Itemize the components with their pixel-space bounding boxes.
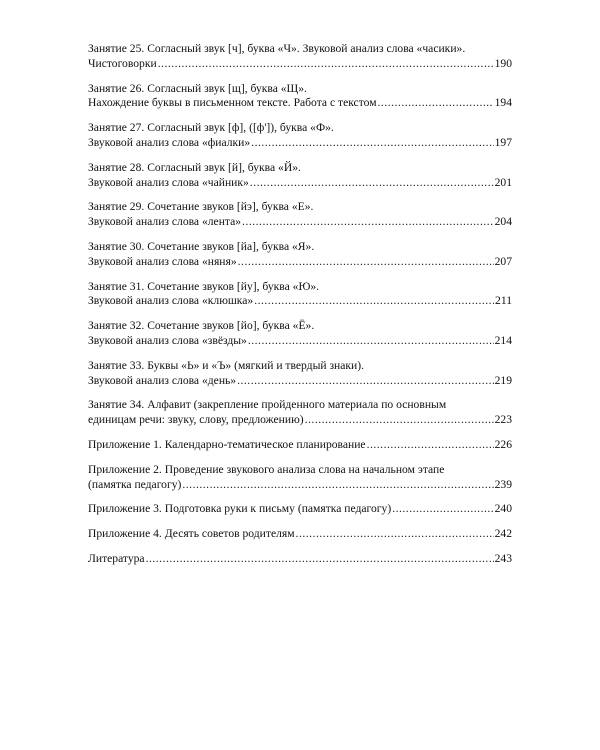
toc-entry-leader-line (88, 176, 512, 191)
toc-entry-leader-line (88, 215, 512, 230)
toc-entry-leader-line (88, 552, 512, 567)
toc-entry-title-line1: Занятие 28. Согласный звук [й], буква «Й». (88, 160, 301, 174)
dot-leader (242, 215, 494, 230)
dot-leader (146, 552, 494, 567)
toc-entry-title-line2: Звуковой анализ слова «чайник» (88, 175, 249, 189)
toc-entry (88, 438, 512, 453)
toc-entry-page-number: 201 (494, 175, 512, 189)
dot-leader (158, 57, 494, 72)
toc-entry-leader-line (88, 96, 512, 111)
toc-entry-page-number: 242 (494, 527, 512, 541)
toc-entry-page-number: 223 (494, 413, 512, 427)
dot-leader (251, 136, 493, 151)
toc-entry-title: Приложение 4. Десять советов родителям (88, 527, 295, 541)
toc-entry (88, 200, 512, 230)
toc-entry-page-number: 204 (494, 215, 512, 229)
toc-entry-page-number: 239 (494, 477, 512, 491)
toc-entry-title-line1: Занятие 26. Согласный звук [щ], буква «Щ». (88, 81, 307, 95)
toc-entry-page-number: 214 (494, 333, 512, 347)
toc-entry (88, 42, 512, 72)
toc-entry (88, 240, 512, 270)
toc-entry (88, 82, 512, 112)
dot-leader (237, 374, 494, 389)
toc-entry-leader-line (88, 413, 512, 428)
dot-leader (248, 334, 494, 349)
toc-entry (88, 121, 512, 151)
toc-entry-title-line2: Звуковой анализ слова «лента» (88, 215, 242, 229)
dot-leader (250, 176, 494, 191)
toc-entry-title-line2: единицам речи: звуку, слову, предложению) (88, 413, 304, 427)
toc-entry-title: Литература (88, 551, 145, 565)
toc-entry-leader-line (88, 527, 512, 542)
toc-entry (88, 463, 512, 493)
toc-entry-page-number: 243 (494, 551, 512, 565)
toc-entry (88, 527, 512, 542)
toc-entry-title-line1: Приложение 2. Проведение звукового анализа слова на начальном этапе (88, 462, 445, 476)
dot-leader (367, 438, 494, 453)
toc-entry-title-line1: Занятие 32. Сочетание звуков [йо], буква «Ё». (88, 319, 315, 333)
toc-entry-page-number: 190 (494, 56, 512, 70)
toc-entry-title-line2: Чистоговорки (88, 56, 157, 70)
toc-entry-leader-line (88, 478, 512, 493)
toc-entry-leader-line (88, 255, 512, 270)
toc-entry-leader-line (88, 136, 512, 151)
dot-leader (254, 294, 494, 309)
toc-entry-title-line1: Занятие 34. Алфавит (закрепление пройденного материала по основным (88, 398, 447, 412)
toc-entry-title-line2: Звуковой анализ слова «день» (88, 373, 237, 387)
toc-entry (88, 398, 512, 428)
dot-leader (182, 478, 493, 493)
toc-entry-leader-line (88, 502, 512, 517)
toc-entry-page-number: 207 (494, 254, 512, 268)
toc-entry-title-line2: Звуковой анализ слова «звёзды» (88, 333, 247, 347)
toc-entry-title-line2: Нахождение буквы в письменном тексте. Работа с текстом (88, 96, 377, 110)
toc-entry-title: Приложение 3. Подготовка руки к письму (памятка педагогу) (88, 502, 392, 516)
toc-entry-title-line1: Занятие 33. Буквы «Ь» и «Ъ» (мягкий и твердый знаки). (88, 358, 364, 372)
dot-leader (392, 502, 493, 517)
toc-entry-title-line2: Звуковой анализ слова «клюшка» (88, 294, 254, 308)
dot-leader (378, 96, 494, 111)
dot-leader (305, 413, 494, 428)
toc-entry (88, 359, 512, 389)
toc-entry (88, 280, 512, 310)
dot-leader (238, 255, 494, 270)
toc-entry-title-line1: Занятие 30. Сочетание звуков [йа], буква «Я». (88, 239, 315, 253)
toc-entry (88, 502, 512, 517)
toc-entry-leader-line (88, 374, 512, 389)
toc-entry-page-number: 194 (494, 96, 512, 110)
toc-entry-title-line2: Звуковой анализ слова «фиалки» (88, 135, 251, 149)
toc-entry-leader-line (88, 294, 512, 309)
toc-entry-page-number: 211 (495, 294, 512, 308)
toc-entry-page-number: 226 (494, 437, 512, 451)
toc-entry-page-number: 197 (494, 135, 512, 149)
toc-entry-page-number: 240 (494, 502, 512, 516)
toc-entry-title-line1: Занятие 27. Согласный звук [ф], ([ф']), буква «Ф». (88, 121, 334, 135)
toc-entry (88, 552, 512, 567)
toc-entry (88, 161, 512, 191)
toc-entry-leader-line (88, 57, 512, 72)
toc-entry-leader-line (88, 334, 512, 349)
toc-entry-page-number: 219 (494, 373, 512, 387)
dot-leader (296, 527, 494, 542)
toc-entry-title-line2: (памятка педагогу) (88, 477, 182, 491)
toc-entry-leader-line (88, 438, 512, 453)
toc-entry (88, 319, 512, 349)
toc-entry-title-line1: Занятие 29. Сочетание звуков [йэ], буква «Е». (88, 200, 314, 214)
toc-entry-title-line2: Звуковой анализ слова «няня» (88, 254, 237, 268)
toc-entry-title-line1: Занятие 31. Сочетание звуков [йу], буква «Ю». (88, 279, 320, 293)
table-of-contents (88, 42, 512, 577)
toc-entry-title-line1: Занятие 25. Согласный звук [ч], буква «Ч». Звуковой анализ слова «часики». (88, 42, 466, 55)
toc-entry-title: Приложение 1. Календарно-тематическое планирование (88, 437, 366, 451)
